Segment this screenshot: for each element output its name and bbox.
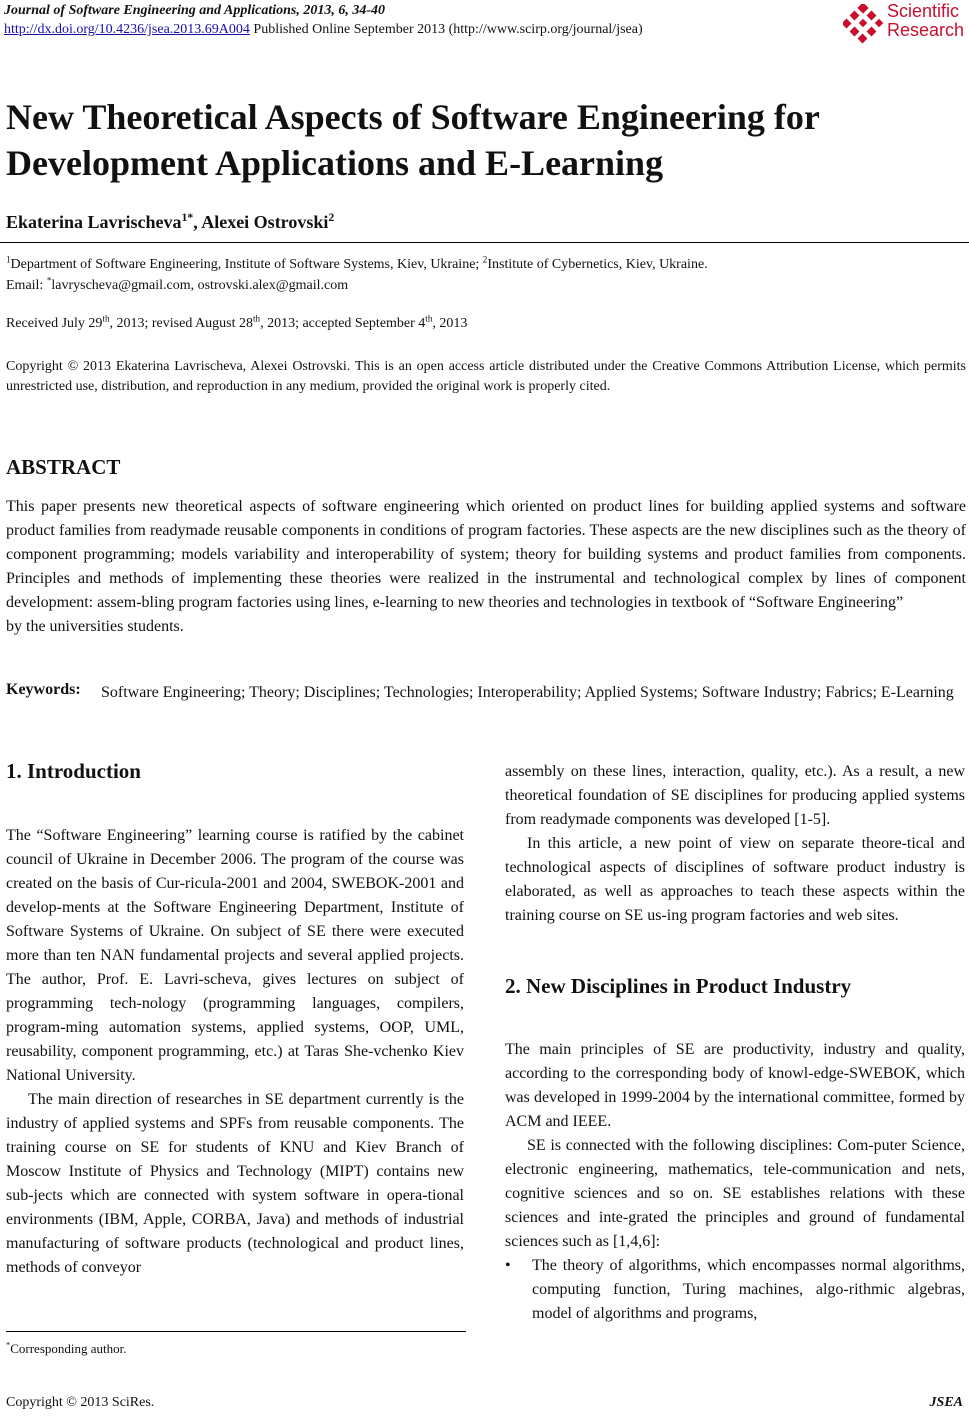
intro-paragraph-1: The “Software Engineering” learning course is ratified by the cabinet council of Ukraine in December 2006. The program of the course was created on the basis of Cur-ricula-2001 and 2004, SWEBOK-2001 and develop-ments at the Software Engineering Department, Institute of Software Systems of Ukraine. On subject of SE there were executed more than ten NAN fundamental projects and several applied projects. The author, Prof. E. Lavri-scheva, gives lectures on subject of programming tech-nology (programming languages, compilers, program-ming automation systems, applied systems, OOP, UML, reusability, component programming, etc.) at Taras She-vchenko Kiev National University. <box>6 827 464 1084</box>
intro-paragraph-2: The main direction of researches in SE department currently is the industry of applied systems and SPFs from reusable components. The training course on SE for students of KNU and Kiev Branch of Moscow Institute of Physics and Technology (MIPT) contains new sub-jects which are connected with system software in opera-tional environments (IBM, Apple, CORBA, Java) and methods of industrial manufacturing of software products (technological and product lines, methods of conveyor <box>6 1091 464 1276</box>
doi-line <box>4 22 643 38</box>
keywords-label: Keywords: <box>6 681 81 698</box>
section-1-heading: 1. Introduction <box>6 759 141 783</box>
journal-citation <box>4 3 385 19</box>
received-date-suffix: th <box>102 313 110 324</box>
author-1-affiliation-mark: 1* <box>181 211 194 224</box>
journal-volume-pages: , 2013, 6, 34-40 <box>296 3 386 18</box>
abstract-text: This paper presents new theoretical aspects of software engineering which oriented on product lines for building applied systems and software product families from readymade reusable components in conditions of program factories. These aspects are the new disciplines such as the theory of component programming; models variability and interoperability of system; theory for building systems and product families from components. Principles and methods of implementing these theories were realized in the instrumental and technological complex by lines of component development: assem-bling program factories using lines, e-learning to new theories and technologies in textbook of “Software Engineering” <box>6 498 966 611</box>
accepted-date-text: , 2013; accepted September 4 <box>260 316 426 331</box>
received-date-text: Received July 29 <box>6 316 103 331</box>
revised-date-text: , 2013; revised August 28 <box>109 316 253 331</box>
logo-diamond-icon <box>843 4 883 44</box>
footnote-divider <box>6 1331 466 1332</box>
affiliation-2-mark: 2 <box>482 254 488 265</box>
affiliation-1-mark: 1 <box>6 254 11 265</box>
keywords-text: Software Engineering; Theory; Disciplines; Technologies; Interoperability; Applied Systems; Software Industry; Fabrics; E-Learning <box>101 684 954 701</box>
intro-paragraph-3: assembly on these lines, interaction, quality, etc.). As a result, a new theoretical foundation of SE disciplines for producing applied systems from readymade components was developed [1-5]. <box>505 763 965 828</box>
revised-date-suffix: th <box>253 313 261 324</box>
intro-paragraph-4: In this article, a new point of view on separate theore-tical and technological aspects of disciplines of software product industry is elaborated, as well as approaches to teach these aspects within the training course on SE us-ing program factories and web sites. <box>505 835 965 924</box>
year-text: , 2013 <box>432 316 468 331</box>
bullet-icon: • <box>505 1257 511 1274</box>
email-line <box>6 275 966 296</box>
footnote-text: Corresponding author. <box>10 1341 127 1356</box>
doi-link[interactable]: http://dx.doi.org/10.4236/jsea.2013.69A004 <box>4 22 250 37</box>
journal-name: Journal of Software Engineering and Applications <box>4 3 297 18</box>
section-2-paragraph-1: The main principles of SE are productivity, industry and quality, according to the corresponding body of knowl-edge-SWEBOK, which was developed in 1999-2004 by the international committee, formed by ACM and IEEE. <box>505 1041 965 1130</box>
right-column-body <box>505 760 965 928</box>
author-2: Alexei Ostrovski <box>201 212 329 232</box>
email-mark: * <box>46 275 52 286</box>
header-divider <box>0 242 969 243</box>
footer-copyright: Copyright © 2013 SciRes. <box>6 1395 155 1410</box>
accepted-date-suffix: th <box>425 313 433 324</box>
author-2-affiliation-mark: 2 <box>328 211 335 224</box>
bullet-item <box>505 1254 965 1326</box>
author-separator: , <box>193 212 202 232</box>
author-list <box>6 212 334 233</box>
abstract-heading: ABSTRACT <box>6 455 121 479</box>
section-2-paragraph-2: SE is connected with the following disciplines: Com-puter Science, electronic engineering, mathematics, tele-communication and nets, cognitive sciences and so on. SE establishes relations with these sciences and inte-grated the principles and ground of fundamental sciences such as [1,4,6]: <box>505 1137 965 1250</box>
received-dates <box>6 313 468 332</box>
email-label: Email: <box>6 278 47 293</box>
author-1: Ekaterina Lavrischeva <box>6 212 182 232</box>
footnote-mark: * <box>6 1339 11 1350</box>
affiliation-2: Institute of Cybernetics, Kiev, Ukraine. <box>487 257 708 272</box>
email-addresses: lavryscheva@gmail.com, ostrovski.alex@gmail.com <box>51 278 349 293</box>
logo-line-1: Scientific <box>887 1 960 21</box>
bullet-text: The theory of algorithms, which encompasses normal algorithms, computing function, Turing machines, algo-rithmic algebras, model of algorithms and programs, <box>532 1257 965 1322</box>
left-column-body <box>6 824 464 1280</box>
logo-line-2: Research <box>887 20 965 40</box>
publisher-logo <box>843 0 967 44</box>
abstract-text-last-line: by the universities students. <box>6 618 184 635</box>
affiliation-line <box>6 254 966 275</box>
abstract-body <box>6 495 966 639</box>
affiliations <box>6 254 966 296</box>
footer-journal-abbrev: JSEA <box>929 1395 963 1410</box>
section-2-body <box>505 1038 965 1326</box>
copyright-notice: Copyright © 2013 Ekaterina Lavrischeva, Alexei Ostrovski. This is an open access article distributed under the Creative Commons Attribution License, which permits unrestricted use, distribution, and reproduction in any medium, provided the original work is properly cited. <box>6 359 966 394</box>
paper-title: New Theoretical Aspects of Software Engineering for Development Applications and E-Learning <box>6 97 820 183</box>
footnote <box>6 1341 126 1357</box>
section-2-heading: 2. New Disciplines in Product Industry <box>505 974 852 998</box>
published-online: Published Online September 2013 (http://www.scirp.org/journal/jsea) <box>249 22 643 37</box>
logo-text <box>887 2 964 40</box>
affiliation-1: Department of Software Engineering, Institute of Software Systems, Kiev, Ukraine; <box>10 257 483 272</box>
